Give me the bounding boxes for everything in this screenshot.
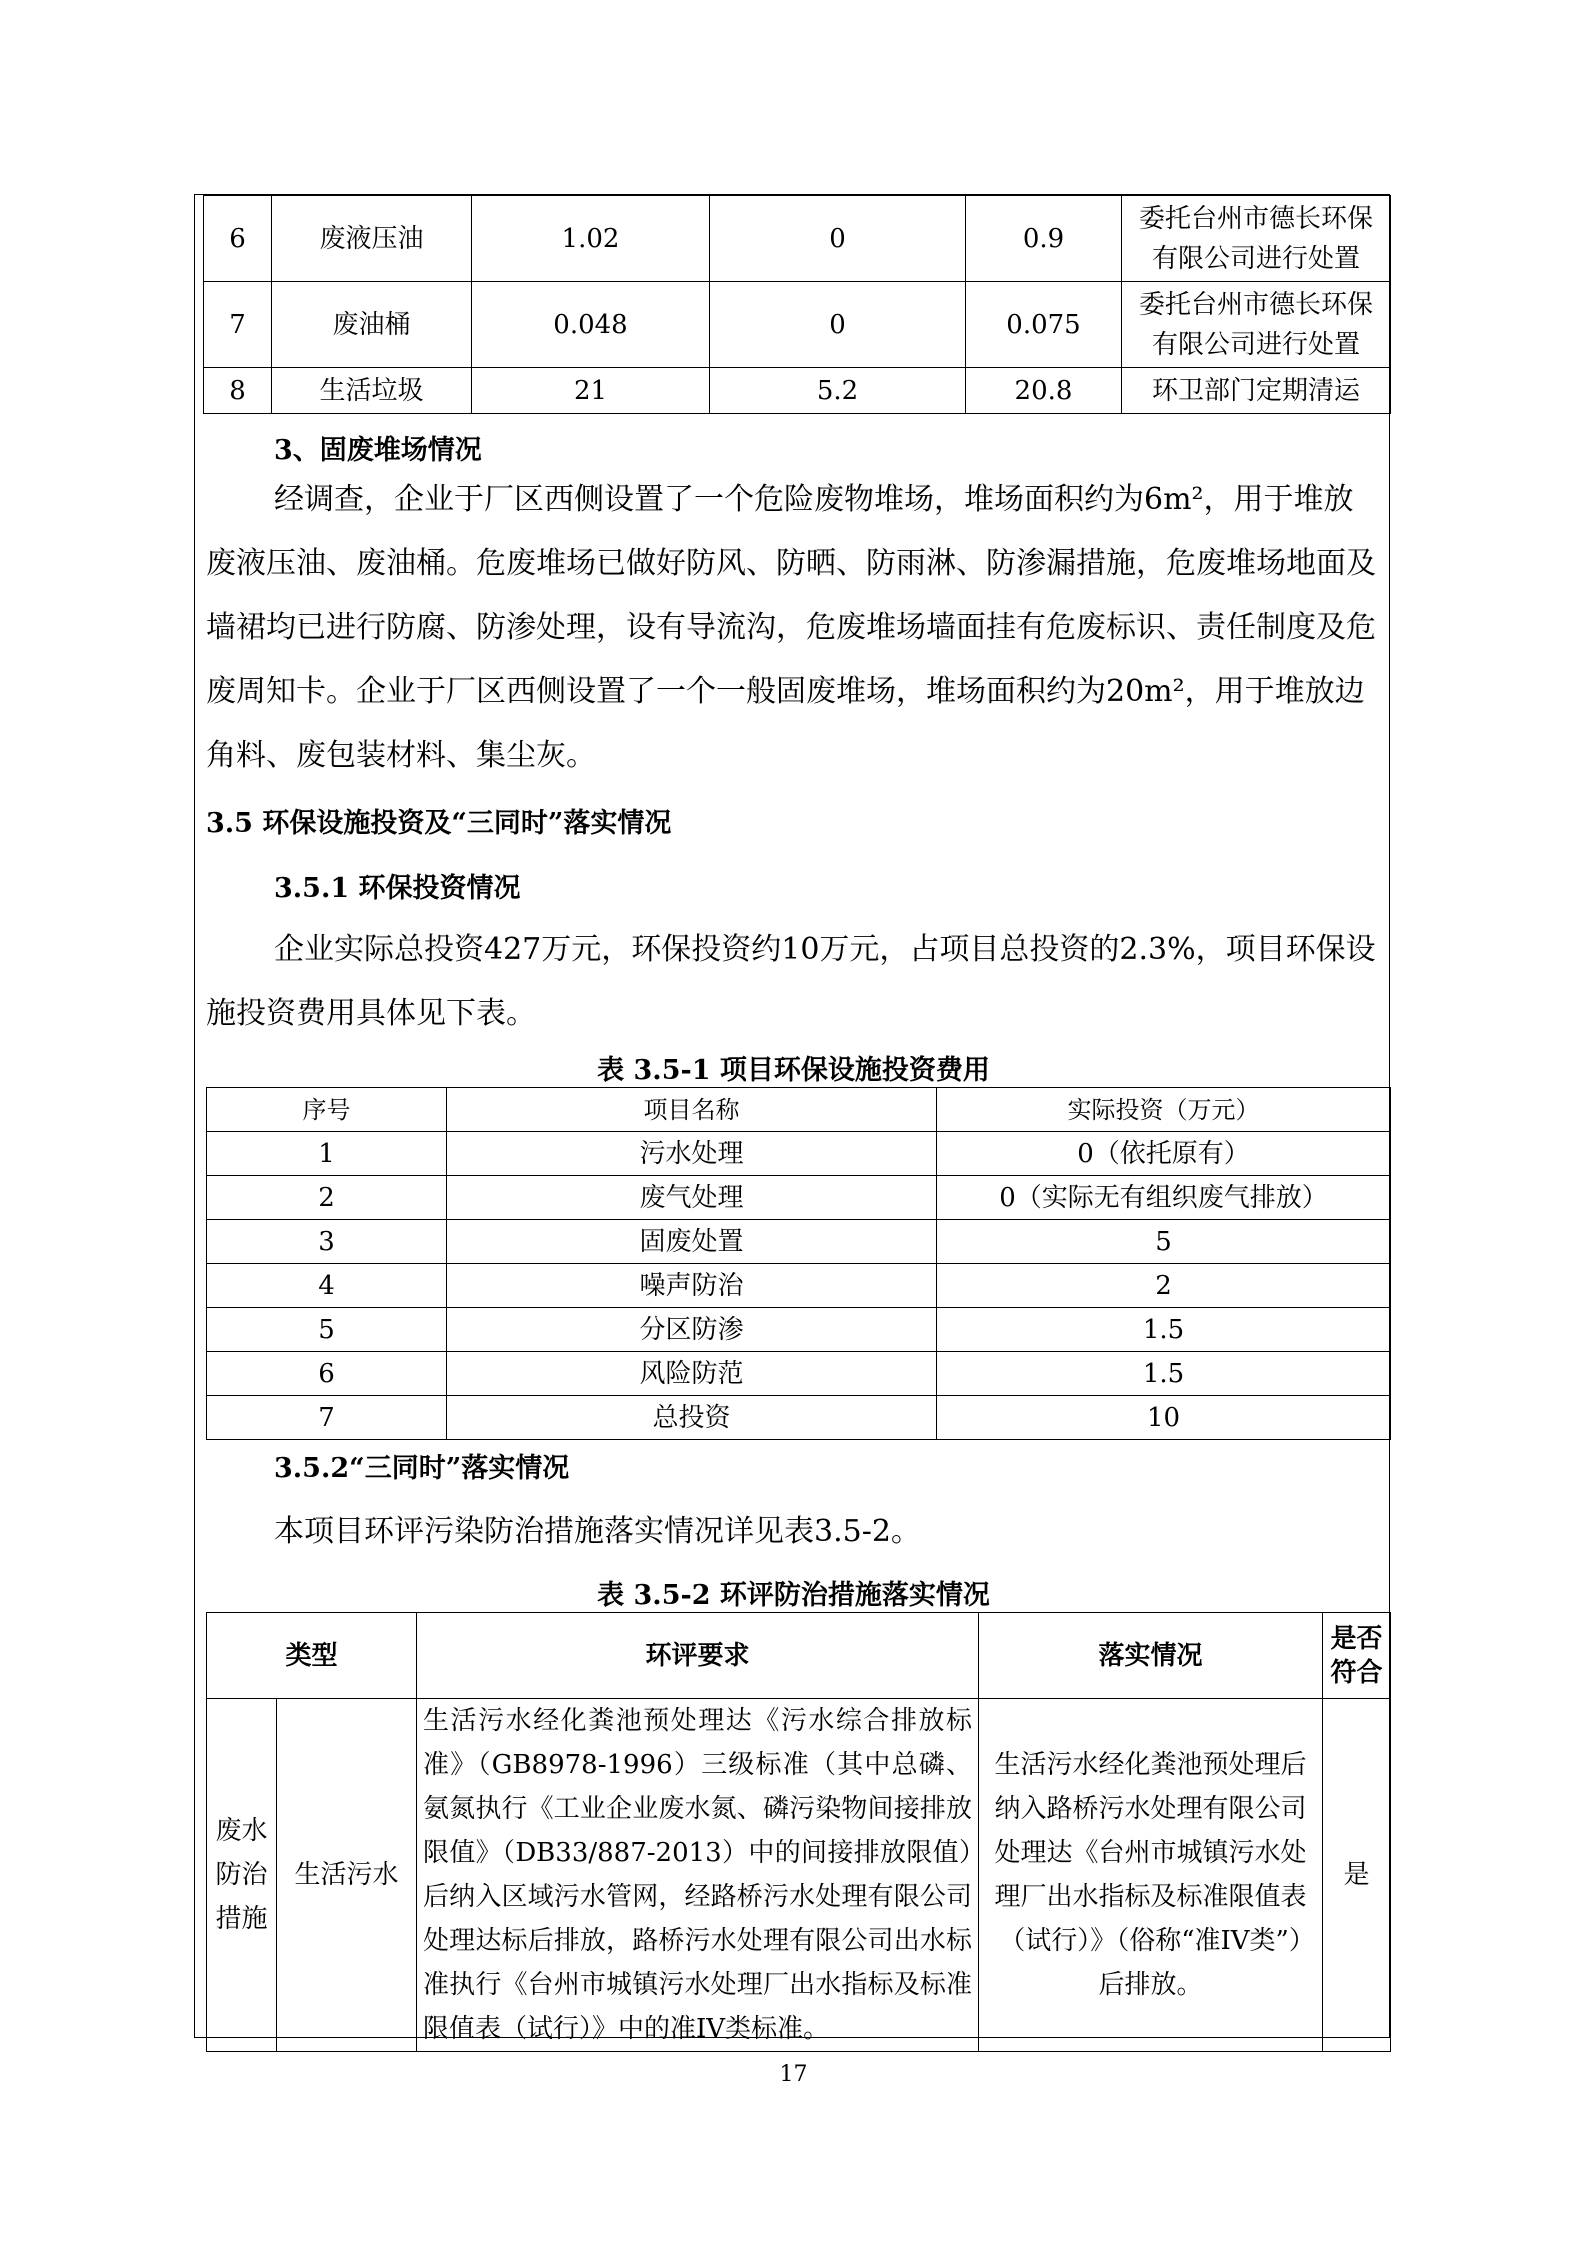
table-row <box>207 1132 1391 1176</box>
cell-name: 生活垃圾 <box>272 368 472 414</box>
table-cell: 0（实际无有组织废气排放） <box>937 1176 1391 1220</box>
measures-paragraph: 本项目环评污染防治措施落实情况详见表3.5-2。 <box>274 1514 921 1549</box>
table-cell: 0（依托原有） <box>937 1132 1391 1176</box>
compliance-cell: 是 <box>1323 1699 1391 2052</box>
table-cell: 分区防渗 <box>447 1308 937 1352</box>
cell-disposal: 委托台州市德长环保有限公司进行处置 <box>1122 282 1391 368</box>
cell-name: 废油桶 <box>272 282 472 368</box>
table-cell: 固废处置 <box>447 1220 937 1264</box>
section-3-5-2-heading: 3.5.2“三同时”落实情况 <box>274 1453 570 1484</box>
header-type: 类型 <box>207 1613 417 1699</box>
header-requirement: 环评要求 <box>417 1613 979 1699</box>
table-cell: 5 <box>207 1308 447 1352</box>
cell-v1: 1.02 <box>472 196 710 282</box>
subtype-cell: 生活污水 <box>277 1699 417 2052</box>
solid-waste-paragraph: 经调查，企业于厂区西侧设置了一个危险废物堆场，堆场面积约为6m²，用于堆放废液压油、废油桶。危废堆场已做好防风、防晒、防雨淋、防渗漏措施，危废堆场地面及墙裙均已进行防腐、防渗处理，设有导流沟，危废堆场墙面挂有危废标识、责任制度及危废周知卡。企业于厂区西侧设置了一个一般固废堆场，堆场面积约为20m²，用于堆放边角料、废包装材料、集尘灰。 <box>206 482 1376 773</box>
table-row <box>204 282 1391 368</box>
investment-paragraph: 企业实际总投资427万元，环保投资约10万元，占项目总投资的2.3%，项目环保设施投资费用具体见下表。 <box>206 932 1376 1031</box>
section-3-5-heading: 3.5 环保设施投资及“三同时”落实情况 <box>206 808 672 839</box>
cell-no: 7 <box>204 282 272 368</box>
table-cell: 1 <box>207 1132 447 1176</box>
cell-v2: 5.2 <box>710 368 966 414</box>
header-no: 序号 <box>207 1088 447 1132</box>
table-cell: 3 <box>207 1220 447 1264</box>
table-row <box>207 1352 1391 1396</box>
header-item: 项目名称 <box>447 1088 937 1132</box>
header-investment: 实际投资（万元） <box>937 1088 1391 1132</box>
cell-v1: 21 <box>472 368 710 414</box>
table-row <box>204 196 1391 282</box>
table-cell: 1.5 <box>937 1308 1391 1352</box>
table-row <box>207 1220 1391 1264</box>
section-3-5-1-heading: 3.5.1 环保投资情况 <box>274 873 521 904</box>
table-cell: 2 <box>937 1264 1391 1308</box>
cell-no: 8 <box>204 368 272 414</box>
header-implementation: 落实情况 <box>979 1613 1323 1699</box>
table-cell: 7 <box>207 1396 447 1440</box>
table-cell: 污水处理 <box>447 1132 937 1176</box>
cell-disposal: 委托台州市德长环保有限公司进行处置 <box>1122 196 1391 282</box>
table-row <box>204 368 1391 414</box>
cell-v3: 0.9 <box>966 196 1122 282</box>
table-row <box>207 1176 1391 1220</box>
table-row <box>207 1396 1391 1440</box>
table-row <box>207 1264 1391 1308</box>
cell-no: 6 <box>204 196 272 282</box>
table-cell: 6 <box>207 1352 447 1396</box>
category-cell: 废水防治措施 <box>207 1699 277 2052</box>
table-cell: 废气处理 <box>447 1176 937 1220</box>
table-cell: 5 <box>937 1220 1391 1264</box>
table-cell: 4 <box>207 1264 447 1308</box>
cell-v3: 20.8 <box>966 368 1122 414</box>
table-cell: 10 <box>937 1396 1391 1440</box>
cell-v3: 0.075 <box>966 282 1122 368</box>
table-3-5-1-caption: 表 3.5-1 项目环保设施投资费用 <box>597 1055 990 1086</box>
cell-v2: 0 <box>710 196 966 282</box>
solid-waste-table <box>203 195 1391 414</box>
table-cell: 2 <box>207 1176 447 1220</box>
table-cell: 总投资 <box>447 1396 937 1440</box>
implementation-cell: 生活污水经化粪池预处理后纳入路桥污水处理有限公司处理达《台州市城镇污水处理厂出水指标及标准限值表（试行）》（俗称“准IV类”）后排放。 <box>979 1699 1323 2052</box>
header-compliance: 是否符合 <box>1323 1613 1391 1699</box>
table-3-5-2-caption: 表 3.5-2 环评防治措施落实情况 <box>597 1580 990 1611</box>
table-cell: 1.5 <box>937 1352 1391 1396</box>
investment-table <box>206 1087 1391 1440</box>
cell-name: 废液压油 <box>272 196 472 282</box>
solid-waste-heading: 3、固废堆场情况 <box>274 435 482 466</box>
measures-table <box>206 1612 1391 2052</box>
table-cell: 风险防范 <box>447 1352 937 1396</box>
table-cell: 噪声防治 <box>447 1264 937 1308</box>
cell-v1: 0.048 <box>472 282 710 368</box>
cell-v2: 0 <box>710 282 966 368</box>
table-row <box>207 1308 1391 1352</box>
requirement-cell: 生活污水经化粪池预处理达《污水综合排放标准》（GB8978-1996）三级标准（其中总磷、氨氮执行《工业企业废水氮、磷污染物间接排放限值》（DB33/887-2013）中的间接排放限值）后纳入区域污水管网，经路桥污水处理有限公司处理达标后排放，路桥污水处理有限公司出水标准执行《台州市城镇污水处理厂出水指标及标准限值表（试行）》中的准IV类标准。 <box>417 1699 979 2052</box>
page-number: 17 <box>779 2062 808 2087</box>
cell-disposal: 环卫部门定期清运 <box>1122 368 1391 414</box>
